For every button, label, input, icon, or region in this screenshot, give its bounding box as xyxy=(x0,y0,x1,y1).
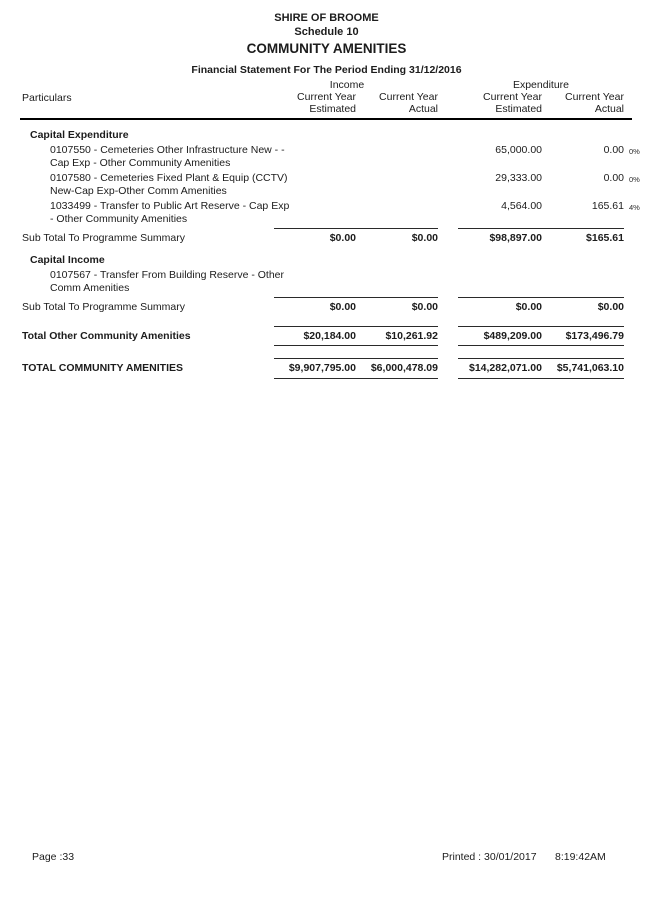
expenditure-group-header: Expenditure xyxy=(512,78,570,91)
estimated-actual-header-row xyxy=(0,103,653,115)
particulars-header: Particulars xyxy=(22,92,72,104)
income-estimated-grand-total: $9,907,795.00 xyxy=(274,358,356,379)
grand-total-row xyxy=(0,358,653,379)
expenditure-actual-header-line2: Actual xyxy=(594,102,624,115)
income-estimated-total: $20,184.00 xyxy=(274,326,356,347)
expenditure-estimated-subtotal: $98,897.00 xyxy=(458,228,542,245)
expenditure-actual-grand-total: $5,741,063.10 xyxy=(542,358,624,379)
subtotal-row xyxy=(0,228,653,245)
grand-total-label: TOTAL COMMUNITY AMENITIES xyxy=(22,362,184,374)
percent-value: 0% xyxy=(629,175,640,184)
group-header-row xyxy=(0,79,653,91)
expenditure-estimated-grand-total: $14,282,071.00 xyxy=(458,358,542,379)
expenditure-estimated-value: 65,000.00 xyxy=(495,144,542,156)
income-actual-grand-total: $6,000,478.09 xyxy=(356,358,438,379)
income-actual-subtotal: $0.00 xyxy=(356,297,438,314)
expenditure-actual-value: 0.00 xyxy=(603,172,624,184)
expenditure-actual-value: 165.61 xyxy=(591,200,624,212)
expenditure-estimated-value: 29,333.00 xyxy=(495,172,542,184)
subtotal-label: Sub Total To Programme Summary xyxy=(22,232,186,244)
account-label: 0107550 - Cemeteries Other Infrastructure New - - Cap Exp - Other Community Amenities xyxy=(50,144,285,169)
expenditure-estimated-value: 4,564.00 xyxy=(501,200,542,212)
income-estimated-header-line2: Estimated xyxy=(309,102,356,115)
current-year-header-row xyxy=(0,91,653,103)
income-estimated-subtotal: $0.00 xyxy=(274,297,356,314)
schedule-label: Schedule 10 xyxy=(294,25,359,38)
table-column-headers xyxy=(0,79,653,120)
report-subtitle: Financial Statement For The Period Ending 31/12/2016 xyxy=(191,64,462,76)
income-group-header: Income xyxy=(329,78,365,91)
income-actual-total: $10,261.92 xyxy=(356,326,438,347)
subtotal-label: Sub Total To Programme Summary xyxy=(22,301,186,313)
income-estimated-subtotal: $0.00 xyxy=(274,228,356,245)
printed-time: 8:19:42AM xyxy=(555,851,606,863)
document-header xyxy=(0,0,653,77)
expenditure-estimated-header-line1: Current Year xyxy=(483,90,542,103)
expenditure-actual-value: 0.00 xyxy=(603,144,624,156)
table-row xyxy=(0,144,653,169)
total-row xyxy=(0,326,653,347)
account-label: 0107567 - Transfer From Building Reserve - Other Comm Amenities xyxy=(50,269,285,294)
income-estimated-header-line1: Current Year xyxy=(297,90,356,103)
expenditure-actual-subtotal: $0.00 xyxy=(542,297,624,314)
percent-value: 4% xyxy=(629,203,640,212)
section-heading-capital-income: Capital Income xyxy=(30,253,105,266)
account-label: 0107580 - Cemeteries Fixed Plant & Equip (CCTV) New-Cap Exp-Other Comm Amenities xyxy=(50,172,288,197)
expenditure-actual-total: $173,496.79 xyxy=(542,326,624,347)
page-number: Page :33 xyxy=(32,851,75,863)
income-actual-header-line2: Actual xyxy=(408,102,438,115)
org-title: SHIRE OF BROOME xyxy=(274,12,379,24)
expenditure-estimated-subtotal: $0.00 xyxy=(458,297,542,314)
income-actual-subtotal: $0.00 xyxy=(356,228,438,245)
percent-value: 0% xyxy=(629,147,640,156)
subtotal-row xyxy=(0,297,653,314)
expenditure-actual-header-line1: Current Year xyxy=(565,90,624,103)
table-row xyxy=(0,172,653,197)
expenditure-actual-subtotal: $165.61 xyxy=(542,228,624,245)
header-rule xyxy=(20,118,632,120)
expenditure-estimated-total: $489,209.00 xyxy=(458,326,542,347)
table-row xyxy=(0,269,653,294)
expenditure-estimated-header-line2: Estimated xyxy=(495,102,542,115)
table-row xyxy=(0,200,653,225)
income-actual-header-line1: Current Year xyxy=(379,90,438,103)
total-label: Total Other Community Amenities xyxy=(22,329,191,342)
printed-date: Printed : 30/01/2017 xyxy=(442,851,537,863)
section-heading-capital-expenditure: Capital Expenditure xyxy=(30,128,129,141)
account-label: 1033499 - Transfer to Public Art Reserve - Cap Exp - Other Community Amenities xyxy=(50,200,290,225)
page-title: COMMUNITY AMENITIES xyxy=(246,41,407,56)
